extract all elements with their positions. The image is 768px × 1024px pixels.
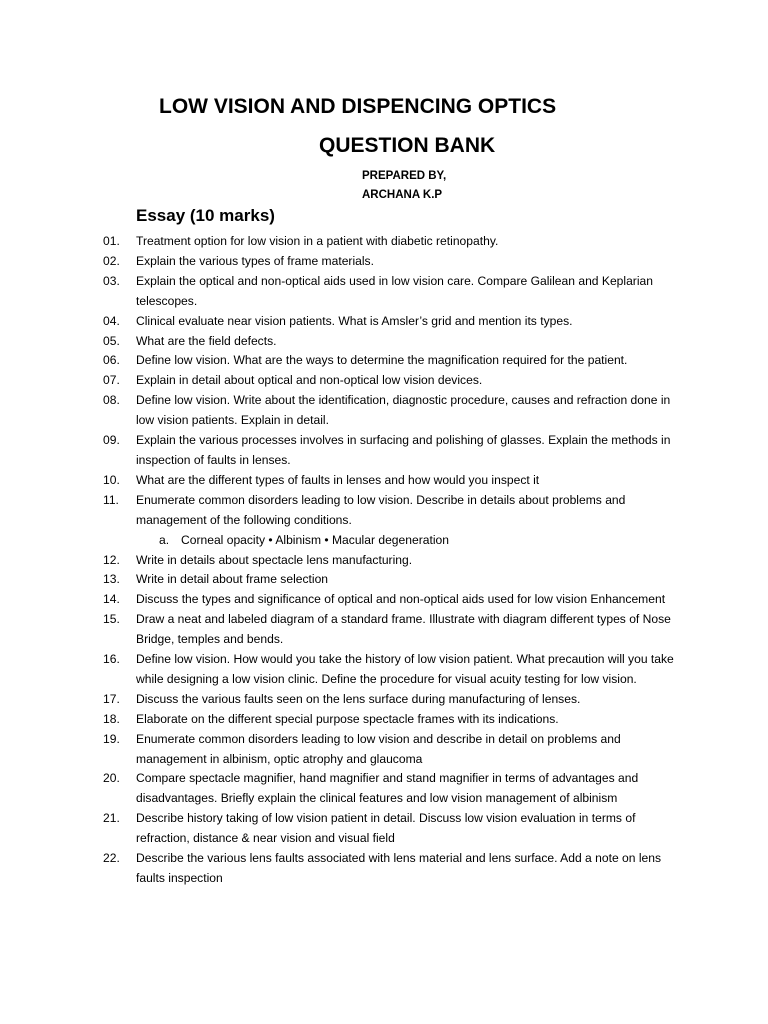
question-number: 22. bbox=[103, 851, 120, 866]
question-item bbox=[103, 232, 683, 252]
question-item bbox=[103, 312, 683, 332]
question-text: Enumerate common disorders leading to low vision and describe in detail on problems and management in albinism, optic atrophy and glaucoma bbox=[136, 731, 621, 766]
question-text: Compare spectacle magnifier, hand magnifier and stand magnifier in terms of advantages and disadvantages. Briefly explain the clinical features and low vision management of albinism bbox=[136, 771, 639, 806]
question-text: What are the field defects. bbox=[136, 333, 277, 348]
question-number: 04. bbox=[103, 313, 120, 328]
question-item bbox=[103, 809, 683, 849]
question-number: 05. bbox=[103, 333, 120, 348]
question-number: 18. bbox=[103, 711, 120, 726]
question-item bbox=[103, 849, 683, 889]
author-name: ARCHANA K.P bbox=[362, 189, 443, 201]
question-text: Elaborate on the different special purpose spectacle frames with its indications. bbox=[136, 711, 559, 726]
question-number: 12. bbox=[103, 552, 120, 567]
question-item bbox=[103, 610, 683, 650]
question-number: 03. bbox=[103, 273, 120, 288]
question-text: Define low vision. How would you take the history of low vision patient. What precaution will you take while designing a low vision clinic. Define the procedure for visual acuity testing for low vision. bbox=[136, 652, 674, 686]
question-text: Explain the various processes involves in surfacing and polishing of glasses. Explain the methods in inspection of faults in lenses. bbox=[136, 433, 671, 467]
question-text: Describe the various lens faults associated with lens material and lens surface. Add a note on lens faults inspection bbox=[136, 851, 662, 885]
question-item bbox=[103, 769, 683, 809]
document-title: LOW VISION AND DISPENCING OPTICS bbox=[159, 95, 557, 118]
question-number: 15. bbox=[103, 612, 120, 627]
question-text: What are the different types of faults in lenses and how would you inspect it bbox=[136, 472, 540, 487]
prepared-by-block bbox=[362, 167, 446, 205]
question-text: Define low vision. Write about the identification, diagnostic procedure, causes and refraction done in low vision patients. Explain in detail. bbox=[136, 393, 671, 428]
question-number: 10. bbox=[103, 472, 120, 487]
question-text: Discuss the various faults seen on the lens surface during manufacturing of lenses. bbox=[136, 691, 581, 706]
question-item bbox=[103, 650, 683, 690]
question-text: Describe history taking of low vision patient in detail. Discuss low vision evaluation in terms of refraction, distance & near vision and visual field bbox=[136, 811, 636, 846]
question-number: 07. bbox=[103, 373, 120, 388]
question-sub-item bbox=[103, 531, 683, 551]
question-number: 20. bbox=[103, 771, 120, 786]
question-text: Draw a neat and labeled diagram of a standard frame. Illustrate with diagram different types of Nose Bridge, temples and bends. bbox=[136, 612, 671, 647]
question-item bbox=[103, 431, 683, 471]
question-text: Write in detail about frame selection bbox=[136, 572, 329, 587]
sub-item-marker: a. bbox=[159, 532, 170, 547]
question-number: 01. bbox=[103, 234, 120, 248]
question-text: Explain the optical and non-optical aids used in low vision care. Compare Galilean and Keplarian telescopes. bbox=[136, 273, 653, 308]
question-number: 11. bbox=[103, 492, 119, 507]
prepared-by-label: PREPARED BY, bbox=[362, 170, 447, 182]
question-text: Explain the various types of frame materials. bbox=[136, 253, 374, 268]
question-number: 17. bbox=[103, 691, 120, 706]
question-text: Discuss the types and significance of optical and non-optical aids used for low vision Enhancement bbox=[136, 592, 666, 607]
question-number: 21. bbox=[103, 811, 120, 826]
question-item bbox=[103, 590, 683, 610]
question-item bbox=[103, 491, 683, 531]
question-number: 06. bbox=[103, 353, 120, 368]
question-item bbox=[103, 351, 683, 371]
section-heading: Essay (10 marks) bbox=[136, 206, 275, 225]
question-text: Write in details about spectacle lens manufacturing. bbox=[136, 552, 413, 567]
question-number: 19. bbox=[103, 731, 120, 746]
question-text: Enumerate common disorders leading to low vision. Describe in details about problems and management of the following conditions. bbox=[136, 492, 626, 527]
question-number: 16. bbox=[103, 652, 120, 667]
sub-item-text: Corneal opacity • Albinism • Macular degeneration bbox=[181, 532, 449, 547]
question-text: Clinical evaluate near vision patients. What is Amsler’s grid and mention its types. bbox=[136, 313, 573, 328]
question-item bbox=[103, 730, 683, 770]
question-text: Define low vision. What are the ways to determine the magnification required for the patient. bbox=[136, 353, 628, 368]
document-subtitle: QUESTION BANK bbox=[319, 134, 496, 157]
question-item bbox=[103, 371, 683, 391]
question-item bbox=[103, 332, 683, 352]
question-number: 13. bbox=[103, 572, 120, 587]
question-number: 08. bbox=[103, 393, 120, 408]
question-item bbox=[103, 272, 683, 312]
question-number: 14. bbox=[103, 592, 120, 607]
question-item bbox=[103, 551, 683, 571]
question-item bbox=[103, 570, 683, 590]
question-text: Treatment option for low vision in a patient with diabetic retinopathy. bbox=[136, 234, 499, 248]
question-text: Explain in detail about optical and non-optical low vision devices. bbox=[136, 373, 483, 388]
question-item bbox=[103, 252, 683, 272]
question-list bbox=[103, 232, 683, 889]
question-item bbox=[103, 710, 683, 730]
question-item bbox=[103, 471, 683, 491]
question-item bbox=[103, 391, 683, 431]
question-number: 02. bbox=[103, 253, 120, 268]
question-item bbox=[103, 690, 683, 710]
question-number: 09. bbox=[103, 433, 120, 448]
